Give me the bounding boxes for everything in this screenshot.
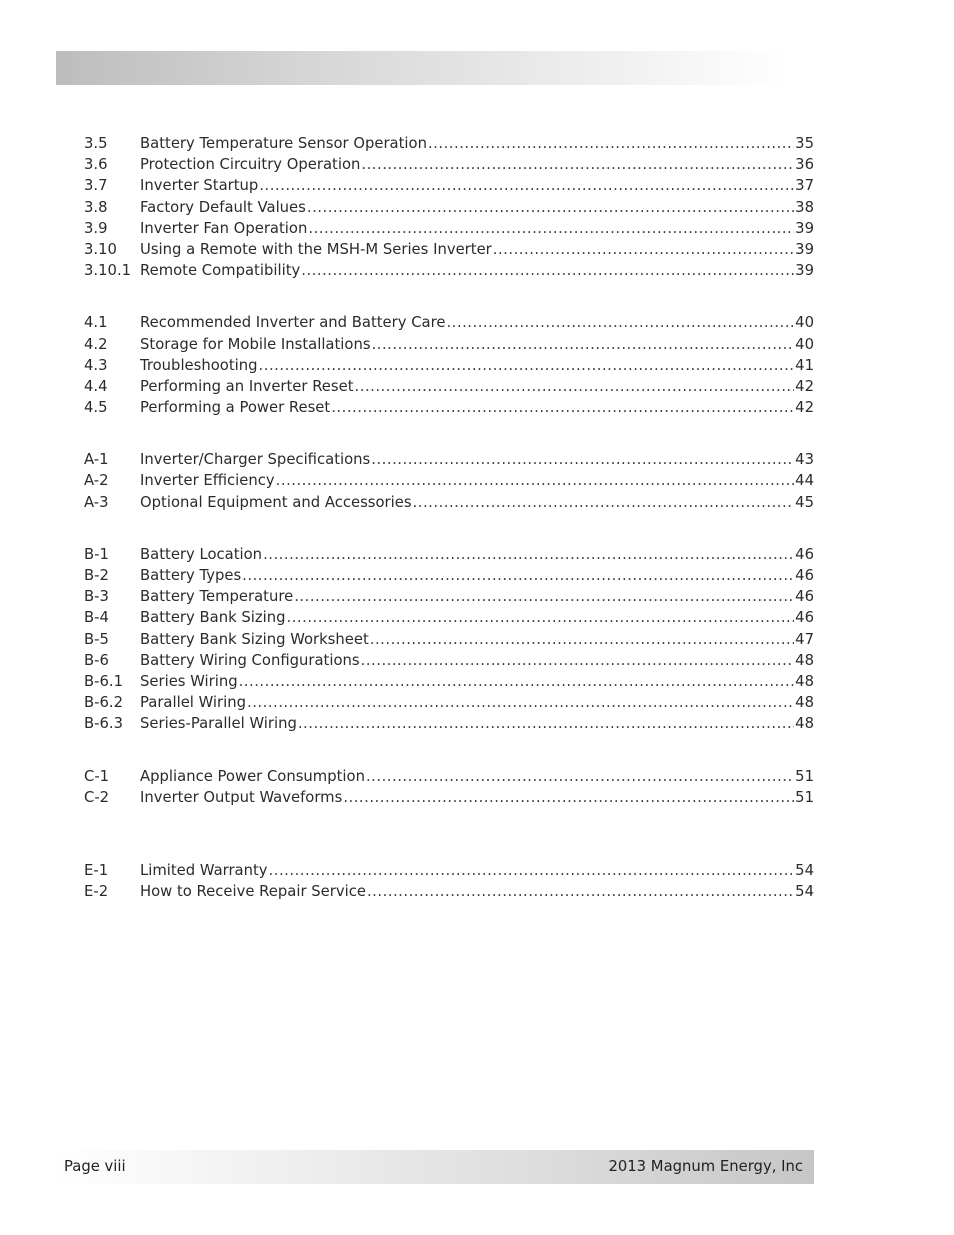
toc-entry[interactable] bbox=[84, 565, 814, 586]
toc-entry-number: A-1 bbox=[84, 451, 109, 469]
toc-entry[interactable] bbox=[84, 787, 814, 808]
toc-dot-leader bbox=[263, 544, 794, 565]
toc-entry-number: B-5 bbox=[84, 630, 109, 648]
toc-group bbox=[84, 544, 814, 735]
toc-dot-leader bbox=[242, 565, 794, 586]
toc-dot-leader bbox=[493, 239, 794, 260]
toc-entry-page: 45 bbox=[795, 493, 814, 511]
toc-entry-title: Series-Parallel Wiring bbox=[140, 715, 297, 733]
toc-entry-number: 3.7 bbox=[84, 177, 108, 195]
toc-entry[interactable] bbox=[84, 470, 814, 491]
toc-entry-title: Optional Equipment and Accessories bbox=[140, 493, 412, 511]
toc-dot-leader bbox=[301, 260, 794, 281]
toc-entry[interactable] bbox=[84, 239, 814, 260]
toc-entry-page: 46 bbox=[795, 609, 814, 627]
toc-dot-leader bbox=[298, 713, 794, 734]
toc-dot-leader bbox=[361, 154, 794, 175]
toc-entry-number: 3.8 bbox=[84, 198, 108, 216]
toc-dot-leader bbox=[294, 586, 794, 607]
toc-entry-title: Battery Temperature bbox=[140, 588, 294, 606]
toc-entry-number: 4.3 bbox=[84, 356, 108, 374]
toc-entry-number: E-1 bbox=[84, 861, 109, 879]
toc-entry[interactable] bbox=[84, 492, 814, 513]
toc-entry-number: 4.2 bbox=[84, 335, 108, 353]
toc-entry-page: 39 bbox=[795, 219, 814, 237]
toc-entry-page: 42 bbox=[795, 399, 814, 417]
toc-entry-number: B-3 bbox=[84, 588, 109, 606]
toc-entry-number: 4.5 bbox=[84, 399, 108, 417]
toc-dot-leader bbox=[446, 312, 794, 333]
toc-entry-page: 46 bbox=[795, 567, 814, 584]
toc-entry[interactable] bbox=[84, 355, 814, 376]
toc-dot-leader bbox=[287, 607, 795, 628]
toc-entry-title: Battery Temperature Sensor Operation bbox=[140, 135, 427, 152]
toc-dot-leader bbox=[308, 218, 794, 239]
toc-entry-page: 40 bbox=[795, 335, 814, 353]
toc-dot-leader bbox=[367, 881, 794, 902]
toc-entry-title: Limited Warranty bbox=[140, 861, 268, 879]
toc-entry-number: E-2 bbox=[84, 883, 109, 901]
toc-group bbox=[84, 449, 814, 513]
toc-entry-number: B-6.3 bbox=[84, 715, 124, 733]
toc-dot-leader bbox=[428, 133, 794, 154]
toc-entry-number: C-1 bbox=[84, 767, 110, 785]
toc-entry-title: Appliance Power Consumption bbox=[140, 767, 365, 785]
toc-dot-leader bbox=[366, 766, 794, 787]
toc-entry-page: 46 bbox=[795, 545, 814, 563]
toc-entry-title: Inverter Startup bbox=[140, 177, 259, 195]
toc-dot-leader bbox=[371, 449, 794, 470]
toc-entry[interactable] bbox=[84, 713, 814, 734]
toc-entry-page: 39 bbox=[795, 262, 814, 280]
toc-entry-number: 3.9 bbox=[84, 219, 108, 237]
toc-entry-title: Inverter Output Waveforms bbox=[140, 788, 343, 806]
toc-entry-number: A-2 bbox=[84, 472, 109, 490]
toc-entry-title: Performing a Power Reset bbox=[140, 399, 331, 417]
toc-entry-title: Performing an Inverter Reset bbox=[140, 377, 354, 395]
toc-dot-leader bbox=[370, 629, 794, 650]
toc-entry-title: Remote Compatibility bbox=[140, 262, 301, 280]
toc-entry-number: 3.10.1 bbox=[84, 262, 132, 280]
toc-entry-page: 51 bbox=[795, 788, 814, 806]
toc-entry-page: 40 bbox=[795, 314, 814, 332]
toc-dot-leader bbox=[372, 334, 795, 355]
toc-dot-leader bbox=[269, 860, 795, 881]
toc-entry[interactable] bbox=[84, 449, 814, 470]
toc-entry-number: 3.5 bbox=[84, 135, 108, 152]
toc-entry-page: 37 bbox=[795, 177, 814, 195]
toc-group bbox=[84, 133, 814, 281]
toc-entry[interactable] bbox=[84, 260, 814, 281]
toc-entry[interactable] bbox=[84, 692, 814, 713]
toc-entry-title: Storage for Mobile Installations bbox=[140, 335, 371, 353]
toc-entry[interactable] bbox=[84, 544, 814, 565]
toc-entry[interactable] bbox=[84, 881, 814, 902]
toc-entry-page: 46 bbox=[795, 588, 814, 606]
toc-entry-title: Inverter Fan Operation bbox=[140, 219, 308, 237]
toc-entry[interactable] bbox=[84, 629, 814, 650]
toc-entry-page: 47 bbox=[795, 630, 814, 648]
toc-entry[interactable] bbox=[84, 175, 814, 196]
toc-entry[interactable] bbox=[84, 860, 814, 881]
toc-entry-title: Parallel Wiring bbox=[140, 694, 246, 712]
toc-dot-leader bbox=[276, 470, 795, 491]
toc-entry-page: 35 bbox=[795, 135, 814, 152]
toc-entry-page: 44 bbox=[795, 472, 814, 490]
toc-entry[interactable] bbox=[84, 218, 814, 239]
toc-entry-title: Inverter Efficiency bbox=[140, 472, 275, 490]
toc-entry-number: B-4 bbox=[84, 609, 109, 627]
toc-entry-page: 48 bbox=[795, 715, 814, 733]
toc-entry-page: 51 bbox=[795, 767, 814, 785]
footer-bar bbox=[56, 1150, 814, 1184]
toc-entry-page: 39 bbox=[795, 240, 814, 258]
toc-entry-title: Series Wiring bbox=[140, 672, 238, 690]
toc-group bbox=[84, 766, 814, 808]
toc-entry-number: 4.4 bbox=[84, 377, 108, 395]
toc-entry[interactable] bbox=[84, 586, 814, 607]
toc-entry[interactable] bbox=[84, 650, 814, 671]
toc-entry[interactable] bbox=[84, 671, 814, 692]
toc-dot-leader bbox=[247, 692, 794, 713]
toc-entry-title: Troubleshooting bbox=[140, 356, 258, 374]
toc-entry-title: Factory Default Values bbox=[140, 198, 306, 216]
toc-entry-title: Inverter/Charger Specifications bbox=[140, 451, 371, 469]
toc-entry[interactable] bbox=[84, 133, 814, 154]
toc-entry[interactable] bbox=[84, 197, 814, 218]
toc-dot-leader bbox=[307, 197, 794, 218]
toc-dot-leader bbox=[331, 397, 794, 418]
toc-entry-number: 3.10 bbox=[84, 240, 117, 258]
toc-entry-number: B-6.2 bbox=[84, 694, 124, 712]
toc-dot-leader bbox=[413, 492, 795, 513]
toc-entry-title: Battery Types bbox=[140, 567, 242, 584]
toc-entry-title: Recommended Inverter and Battery Care bbox=[140, 314, 446, 332]
toc-entry-page: 36 bbox=[795, 156, 814, 174]
toc-entry-title: Battery Location bbox=[140, 545, 263, 563]
toc-entry-number: B-1 bbox=[84, 545, 109, 563]
toc-entry[interactable] bbox=[84, 397, 814, 418]
toc-entry[interactable] bbox=[84, 334, 814, 355]
toc-entry-number: A-3 bbox=[84, 493, 109, 511]
toc-dot-leader bbox=[259, 355, 795, 376]
toc-entry[interactable] bbox=[84, 376, 814, 397]
toc-entry-page: 48 bbox=[795, 651, 814, 669]
toc-group bbox=[84, 312, 814, 418]
toc-entry-page: 54 bbox=[795, 861, 814, 879]
toc-entry[interactable] bbox=[84, 312, 814, 333]
toc-entry-title: Battery Bank Sizing bbox=[140, 609, 286, 627]
toc-entry-page: 48 bbox=[795, 672, 814, 690]
table-of-contents bbox=[84, 133, 814, 933]
toc-entry-page: 41 bbox=[795, 356, 814, 374]
toc-dot-leader bbox=[343, 787, 794, 808]
toc-entry-title: Battery Wiring Configurations bbox=[140, 651, 360, 669]
toc-entry-number: B-6.1 bbox=[84, 672, 124, 690]
toc-entry-number: 4.1 bbox=[84, 314, 108, 332]
toc-entry-number: 3.6 bbox=[84, 156, 108, 174]
toc-entry-title: How to Receive Repair Service bbox=[140, 883, 366, 901]
toc-entry-number: B-6 bbox=[84, 651, 109, 669]
toc-entry-page: 48 bbox=[795, 694, 814, 712]
toc-entry[interactable] bbox=[84, 607, 814, 628]
toc-entry-number: C-2 bbox=[84, 788, 110, 806]
toc-entry-page: 43 bbox=[795, 451, 814, 469]
toc-dot-leader bbox=[239, 671, 795, 692]
toc-dot-leader bbox=[259, 175, 794, 196]
toc-entry-title: Battery Bank Sizing Worksheet bbox=[140, 630, 369, 648]
footer-copyright: 2013 Magnum Energy, Inc bbox=[608, 1158, 803, 1175]
toc-group bbox=[84, 860, 814, 902]
toc-entry[interactable] bbox=[84, 766, 814, 787]
toc-entry[interactable] bbox=[84, 154, 814, 175]
header-bar bbox=[56, 51, 788, 85]
toc-dot-leader bbox=[355, 376, 795, 397]
toc-entry-title: Protection Circuitry Operation bbox=[140, 156, 361, 174]
toc-entry-page: 38 bbox=[795, 198, 814, 216]
footer-page-label: Page viii bbox=[64, 1158, 126, 1175]
toc-entry-title: Using a Remote with the MSH-M Series Inverter bbox=[140, 240, 492, 258]
toc-dot-leader bbox=[361, 650, 795, 671]
toc-entry-number: B-2 bbox=[84, 567, 109, 584]
toc-entry-page: 54 bbox=[795, 883, 814, 901]
toc-entry-page: 42 bbox=[795, 377, 814, 395]
